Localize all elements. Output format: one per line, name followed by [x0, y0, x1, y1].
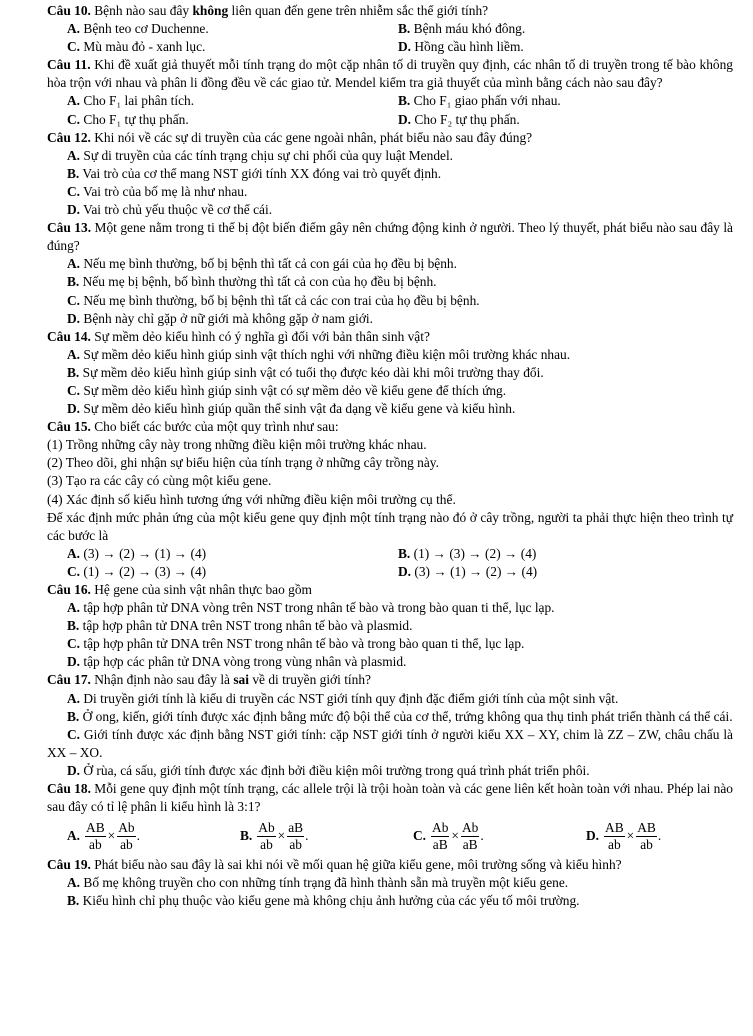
option-letter: D.: [67, 401, 81, 417]
question-emphasis: không: [192, 3, 229, 18]
question-label: Câu 18.: [47, 781, 91, 797]
option-text: Ở rùa, cá sấu, giới tính được xác định bởi điều kiện môi trường trong quá trình phát triển phôi.: [83, 762, 590, 778]
option-text: tập hợp phân tử DNA vòng trên NST trong nhân tế bào và trong bào quan ti thể, lục lạp.: [83, 600, 555, 616]
option-text: Nếu mẹ bị bệnh, bố bình thường thì tất cả con của họ đều bị bệnh.: [82, 274, 437, 290]
option-text: Sự di truyền của các tính trạng chịu sự chi phối của quy luật Mendel.: [83, 147, 454, 163]
option-text: Bệnh teo cơ Duchenne.: [83, 21, 209, 37]
option-letter: B.: [67, 708, 80, 724]
option-text: Cho F₁ tự thụ phấn.: [83, 111, 189, 127]
option-letter: D.: [398, 39, 412, 55]
genotype-fraction: [431, 820, 449, 853]
option-letter: D.: [586, 828, 600, 844]
option-a: [67, 20, 398, 38]
option-b: [47, 708, 733, 726]
option-letter: B.: [67, 274, 80, 290]
fraction-denominator: ab: [89, 836, 102, 852]
times-symbol: ×: [277, 828, 286, 844]
option-d: [398, 563, 731, 581]
option-a: [47, 147, 733, 165]
option-letter: D.: [67, 762, 81, 778]
option-d: [47, 201, 733, 219]
option-text: Kiểu hình chỉ phụ thuộc vào kiểu gene mà không chịu ảnh hưởng của các yếu tố môi trường.: [82, 893, 580, 909]
option-letter: A.: [67, 93, 81, 109]
option-c: [67, 563, 398, 581]
question-label: Câu 12.: [47, 129, 91, 145]
option-letter: C.: [67, 292, 81, 308]
option-letter: B.: [67, 893, 80, 909]
genotype-fraction: [287, 820, 304, 853]
option-text: (3) → (1) → (2) → (4): [414, 563, 538, 579]
option-text: Mù màu đỏ - xanh lục.: [83, 39, 206, 55]
option-b: [47, 617, 733, 635]
option-text: Sự mềm dẻo kiểu hình giúp quần thể sinh vật đa dạng về kiểu gene và kiểu hình.: [83, 401, 516, 417]
option-text: tập hợp phân tử DNA trên NST trong nhân tế bào và plasmid.: [82, 618, 413, 634]
period: .: [480, 828, 484, 844]
option-letter: C.: [67, 636, 81, 652]
option-c: [47, 183, 733, 201]
option-text: Nếu mẹ bình thường, bố bị bệnh thì tất cả các con trai của họ đều bị bệnh.: [83, 292, 480, 308]
option-letter: C.: [67, 183, 81, 199]
option-letter: B.: [67, 364, 80, 380]
step-4: (4) Xác định số kiểu hình tương ứng với những điều kiện môi trường cụ thể.: [47, 491, 456, 507]
option-letter: C.: [67, 382, 81, 398]
option-letter: A.: [67, 256, 81, 272]
times-symbol: ×: [626, 828, 635, 844]
option-b: [398, 20, 731, 38]
option-text: Di truyền giới tính là kiểu di truyền các NST giới tính quy định đặc điểm giới tính của một sinh vật.: [83, 690, 619, 706]
option-c: [47, 635, 733, 653]
question-label: Câu 15.: [47, 419, 91, 435]
option-text: Sự mềm dẻo kiểu hình giúp sinh vật thích nghi với những điều kiện môi trường khác nhau.: [83, 346, 571, 362]
option-d: [398, 111, 731, 129]
option-text: tập hợp các phân tử DNA vòng trong vùng nhân và plasmid.: [83, 654, 407, 670]
option-a: [67, 92, 398, 110]
fraction-numerator: Ab: [258, 819, 275, 835]
option-letter: A.: [67, 147, 81, 163]
fraction-numerator: AB: [86, 819, 105, 835]
question-text: Nhận định nào sau đây là: [90, 672, 234, 688]
option-d: [586, 820, 661, 853]
options-row: [47, 38, 733, 56]
option-letter: A.: [67, 828, 81, 844]
times-symbol: ×: [107, 828, 116, 844]
option-c: [47, 292, 733, 310]
option-letter: C.: [413, 828, 427, 844]
question-prompt: Để xác định mức phản ứng của một kiểu gene quy định một tính trạng nào đó ở cây trồng, người ta phải thực hiện theo trình tự các bước là: [47, 509, 733, 543]
question-label: Câu 17.: [47, 672, 91, 688]
option-text: Sự mềm dẻo kiểu hình giúp sinh vật có tuổi thọ được kéo dài khi môi trường thay đổi.: [82, 364, 544, 380]
question-text: liên quan đến gene trên nhiễm sắc thể giới tính?: [228, 3, 489, 18]
option-letter: C.: [67, 39, 81, 55]
question-18: [47, 780, 733, 816]
question-label: Câu 10.: [47, 3, 91, 18]
question-emphasis: sai: [233, 672, 249, 688]
step-2: (2) Theo dõi, ghi nhận sự biểu hiện của tính trạng ở những cây trồng này.: [47, 455, 439, 471]
option-text: Vai trò của bố mẹ là như nhau.: [83, 183, 248, 199]
option-text: (3) → (2) → (1) → (4): [83, 545, 207, 561]
step-1: (1) Trồng những cây này trong những điều kiện môi trường khác nhau.: [47, 437, 427, 453]
option-text: Cho F₁ giao phấn với nhau.: [413, 93, 561, 109]
option-letter: D.: [67, 310, 81, 326]
question-text: Khi nói về các sự di truyền của các gene ngoài nhân, phát biểu nào sau đây đúng?: [90, 129, 533, 145]
fraction-numerator: AB: [605, 819, 624, 835]
option-letter: A.: [67, 875, 81, 891]
question-text: về di truyền giới tính?: [248, 672, 371, 688]
option-letter: A.: [67, 545, 81, 561]
option-letter: C.: [67, 726, 81, 742]
question-text: Bệnh nào sau đây: [90, 3, 193, 18]
option-letter: B.: [398, 21, 411, 37]
fraction-denominator: aB: [432, 836, 448, 852]
option-a: [67, 545, 398, 563]
question-14: [47, 328, 733, 346]
option-text: Cho F₂ tự thụ phấn.: [414, 111, 520, 127]
option-letter: C.: [67, 111, 81, 127]
question-13: [47, 219, 733, 255]
question-10: [47, 2, 733, 20]
question-text: Hệ gene của sinh vật nhân thực bao gồm: [90, 582, 312, 597]
option-b: [398, 92, 731, 110]
option-c: [67, 38, 398, 56]
question-text: Một gene nằm trong ti thể bị đột biến điểm gây nên chứng động kinh ở người. Theo lý thuyết, phát biểu nào sau đây là đúng?: [47, 220, 733, 254]
option-d: [47, 762, 733, 780]
step-3: (3) Tạo ra các cây có cùng một kiểu gene.: [47, 473, 272, 489]
question-label: Câu 19.: [47, 857, 91, 873]
option-letter: B.: [240, 828, 253, 844]
fraction-denominator: ab: [120, 836, 133, 852]
option-text: Bệnh này chỉ gặp ở nữ giới mà không gặp ở nam giới.: [83, 310, 373, 326]
option-a: [47, 599, 733, 617]
fraction-denominator: ab: [260, 836, 273, 852]
option-letter: D.: [398, 563, 412, 579]
fraction-numerator: AB: [637, 819, 656, 835]
option-letter: A.: [67, 690, 81, 706]
question-text: Cho biết các bước của một quy trình như sau:: [90, 419, 339, 435]
genotype-fraction: [636, 820, 657, 853]
fraction-denominator: ab: [640, 836, 653, 852]
fraction-denominator: ab: [289, 836, 302, 852]
option-letter: B.: [67, 165, 80, 181]
option-letter: D.: [67, 202, 81, 218]
option-text: Bệnh máu khó đông.: [413, 21, 526, 37]
option-c: [413, 820, 586, 853]
question-16: [47, 581, 733, 599]
option-a: [47, 874, 733, 892]
option-a: [67, 820, 240, 853]
question-12: [47, 129, 733, 147]
option-d: [47, 400, 733, 418]
option-d: [47, 310, 733, 328]
question-text: Mỗi gene quy định một tính trạng, các allele trội là trội hoàn toàn và các gene liên kết hoàn toàn với nhau. Phép lai nào sau đây có tỉ lệ phân li kiểu hình là 3:1?: [47, 781, 733, 815]
genotype-fraction: [604, 820, 625, 853]
fraction-denominator: aB: [462, 836, 478, 852]
options-row: [47, 92, 733, 110]
question-text: Khi đề xuất giả thuyết mỗi tính trạng do một cặp nhân tố di truyền quy định, các nhân tố di truyền trong tế bào không hòa trộn với nhau và phân li đồng đều về các giao tử. Mendel kiểm tra giả thuyết của mình bằng cách nào sau đây?: [47, 57, 733, 91]
options-row: [47, 111, 733, 129]
option-text: Nếu mẹ bình thường, bố bị bệnh thì tất cả con gái của họ đều bị bệnh.: [83, 256, 457, 272]
genotype-fraction: [117, 820, 135, 853]
option-d: [398, 38, 731, 56]
genotype-fraction: [85, 820, 106, 853]
option-a: [47, 255, 733, 273]
option-text: Ở ong, kiến, giới tính được xác định bằng mức độ bội thể của cơ thể, trứng không qua thụ tinh phát triển thành cá thể cái.: [82, 708, 733, 724]
option-text: tập hợp phân tử DNA trên NST trong nhân tế bào và trong bào quan ti thể, lục lạp.: [83, 636, 525, 652]
option-c: [47, 382, 733, 400]
option-text: Vai trò của cơ thể mang NST giới tính XX đóng vai trò quyết định.: [82, 165, 442, 181]
question-text: Phát biểu nào sau đây là sai khi nói về mối quan hệ giữa kiểu gene, môi trường sống và kiểu hình?: [90, 857, 622, 873]
options-row: [47, 563, 733, 581]
genotype-fraction: [257, 820, 275, 853]
options-row: [47, 818, 733, 854]
option-text: (1) → (2) → (3) → (4): [83, 563, 207, 579]
option-b: [47, 273, 733, 291]
option-a: [47, 690, 733, 708]
option-d: [47, 653, 733, 671]
period: .: [136, 828, 140, 844]
option-b: [240, 820, 413, 853]
question-label: Câu 13.: [47, 220, 92, 236]
option-text: Giới tính được xác định bằng NST giới tính: cặp NST giới tính ở người kiểu XX – XY, chim là ZZ – ZW, châu chấu là XX – XO.: [47, 726, 733, 760]
option-letter: B.: [398, 93, 411, 109]
option-text: Hồng cầu hình liềm.: [414, 39, 524, 55]
genotype-fraction: [461, 820, 479, 853]
question-17: [47, 671, 733, 689]
option-letter: C.: [67, 563, 81, 579]
fraction-numerator: Ab: [461, 819, 479, 835]
question-label: Câu 16.: [47, 582, 91, 597]
option-c: [47, 726, 733, 762]
period: .: [305, 828, 309, 844]
option-b: [47, 364, 733, 382]
option-text: (1) → (3) → (2) → (4): [413, 545, 537, 561]
option-letter: D.: [398, 111, 412, 127]
question-11: [47, 56, 733, 92]
option-letter: A.: [67, 21, 81, 37]
fraction-numerator: Ab: [432, 819, 449, 835]
option-letter: B.: [398, 545, 411, 561]
period: .: [657, 828, 662, 844]
times-symbol: ×: [451, 828, 459, 844]
option-b: [47, 892, 733, 910]
option-text: Vai trò chủ yếu thuộc về cơ thể cái.: [83, 202, 273, 218]
option-a: [47, 346, 733, 364]
option-text: Sự mềm dẻo kiểu hình giúp sinh vật có sự mềm dẻo về kiểu gene để thích ứng.: [83, 382, 507, 398]
option-c: [67, 111, 398, 129]
question-label: Câu 11.: [47, 57, 91, 73]
option-letter: D.: [67, 654, 81, 670]
fraction-numerator: Ab: [118, 819, 135, 835]
fraction-numerator: aB: [288, 819, 304, 835]
option-letter: A.: [67, 346, 81, 362]
option-letter: A.: [67, 600, 81, 616]
option-text: Cho F₁ lai phân tích.: [83, 93, 195, 109]
fraction-denominator: ab: [608, 836, 621, 852]
question-text: Sự mềm dẻo kiểu hình có ý nghĩa gì đối với bản thân sinh vật?: [90, 328, 430, 344]
question-label: Câu 14.: [47, 328, 91, 344]
options-row: [47, 20, 733, 38]
option-b: [398, 545, 731, 563]
question-15: [47, 418, 733, 436]
option-text: Bố mẹ không truyền cho con những tính trạng đã hình thành sẵn mà truyền một kiểu gene.: [83, 875, 569, 891]
option-b: [47, 165, 733, 183]
question-19: [47, 856, 733, 874]
options-row: [47, 545, 733, 563]
option-letter: B.: [67, 618, 80, 634]
